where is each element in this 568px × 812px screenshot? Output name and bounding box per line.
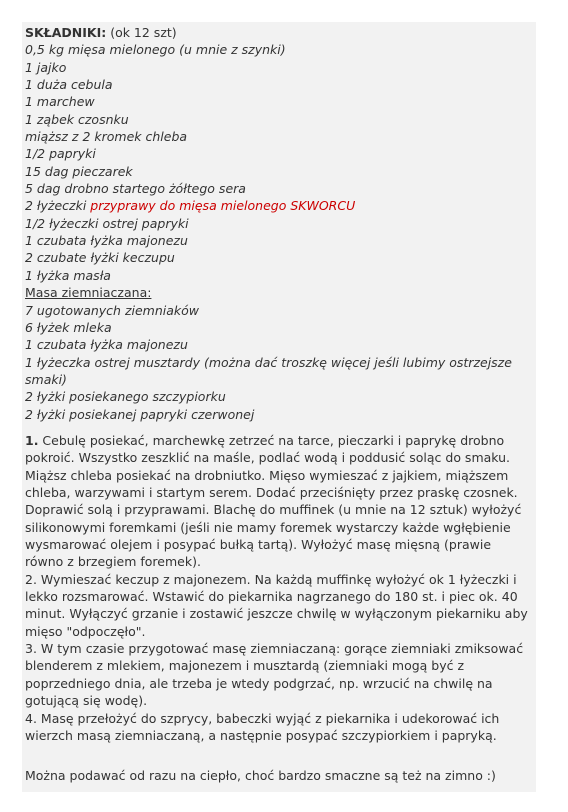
potato-mass-header: Masa ziemniaczana:	[25, 285, 152, 301]
potato-ingredient-line: 6 łyżek mleka	[25, 319, 112, 335]
ingredient-line: 0,5 kg mięsa mielonego (u mnie z szynki)	[25, 42, 286, 58]
ingredient-line: 1/2 papryki	[25, 146, 96, 162]
step-2: 2. Wymieszać keczup z majonezem. Na każdą muffinkę wyłożyć ok 1 łyżeczki i lekko rozsmarować. Wstawić do piekarnika nagrzanego do 180 st. i piec ok. 40 minut. Wyłączyć grzanie i zostawić jeszcze chwilę w wyłączonym piekarniku aby mięso "odpoczęło".	[25, 571, 528, 639]
ingredient-line: 1/2 łyżeczki ostrej papryki	[25, 215, 189, 231]
potato-ingredient-line: 2 łyżki posiekanej papryki czerwonej	[25, 406, 255, 422]
ingredient-line: 1 czubata łyżka majonezu	[25, 233, 188, 249]
instructions	[25, 432, 533, 744]
ingredient-line: 1 jajko	[25, 59, 67, 75]
potato-ingredient-line: 2 łyżki posiekanego szczypiorku	[25, 389, 226, 405]
recipe-card	[22, 22, 536, 792]
serving-note: Można podawać od razu na ciepło, choć bardzo smaczne są też na zimno :)	[25, 768, 496, 783]
ingredient-line: 2 czubate łyżki keczupu	[25, 250, 175, 266]
spice-link[interactable]: przyprawy do mięsa mielonego SKWORCU	[90, 198, 356, 214]
ingredient-line: 1 marchew	[25, 94, 95, 110]
ingredient-line: 1 łyżka masła	[25, 267, 111, 283]
ingredient-line: 1 ząbek czosnku	[25, 111, 129, 127]
ingredient-line: 1 duża cebula	[25, 77, 113, 93]
ingredients-list	[25, 24, 533, 423]
ingredients-header: SKŁADNIKI: (ok 12 szt)	[25, 25, 177, 40]
ingredient-line: 15 dag pieczarek	[25, 163, 133, 179]
step-4: 4. Masę przełożyć do szprycy, babeczki wyjąć z piekarnika i udekorować ich wierzch masą ziemniaczaną, a następnie posypać szczypiorkiem i papryką.	[25, 710, 500, 743]
step-1: 1. Cebulę posiekać, marchewkę zetrzeć na tarce, pieczarki i paprykę drobno pokroić. Wszystko zeszklić na maśle, podlać wodą i poddusić soląc do smaku. Miąższ chleba posiekać na drobniutko. Mięso wymieszać z jajkiem, miąższem chleba, warzywami i startym serem. Dodać przeciśnięty przez praskę czosnek. Doprawić solą i przyprawami. Blachę do muffinek (u mnie na 12 sztuk) wyłożyć silikonowymi foremkami (jeśli nie mamy foremek wystarczy każde wgłębienie wysmarować olejem i posypać bułką tartą). Wyłożyć masę mięsną (prawie równo z brzegiem foremek).	[25, 433, 522, 570]
ingredient-line-spice: 2 łyżeczki przyprawy do mięsa mielonego SKWORCU	[25, 198, 356, 214]
ingredient-line: 5 dag drobno startego żółtego sera	[25, 181, 246, 197]
potato-ingredient-line: 1 łyżeczka ostrej musztardy (można dać troszkę więcej jeśli lubimy ostrzejsze smaki)	[25, 354, 512, 387]
potato-ingredient-line: 1 czubata łyżka majonezu	[25, 337, 188, 353]
step-3: 3. W tym czasie przygotować masę ziemniaczaną: gorące ziemniaki zmiksować blenderem z mlekiem, majonezem i musztardą (ziemniaki mogą być z poprzedniego dnia, ale trzeba je wtedy podgrzać, np. wrzucić na chwilę na gotującą się wodę).	[25, 641, 524, 709]
ingredient-line: miąższ z 2 kromek chleba	[25, 129, 188, 145]
potato-ingredient-line: 7 ugotowanych ziemniaków	[25, 302, 200, 318]
